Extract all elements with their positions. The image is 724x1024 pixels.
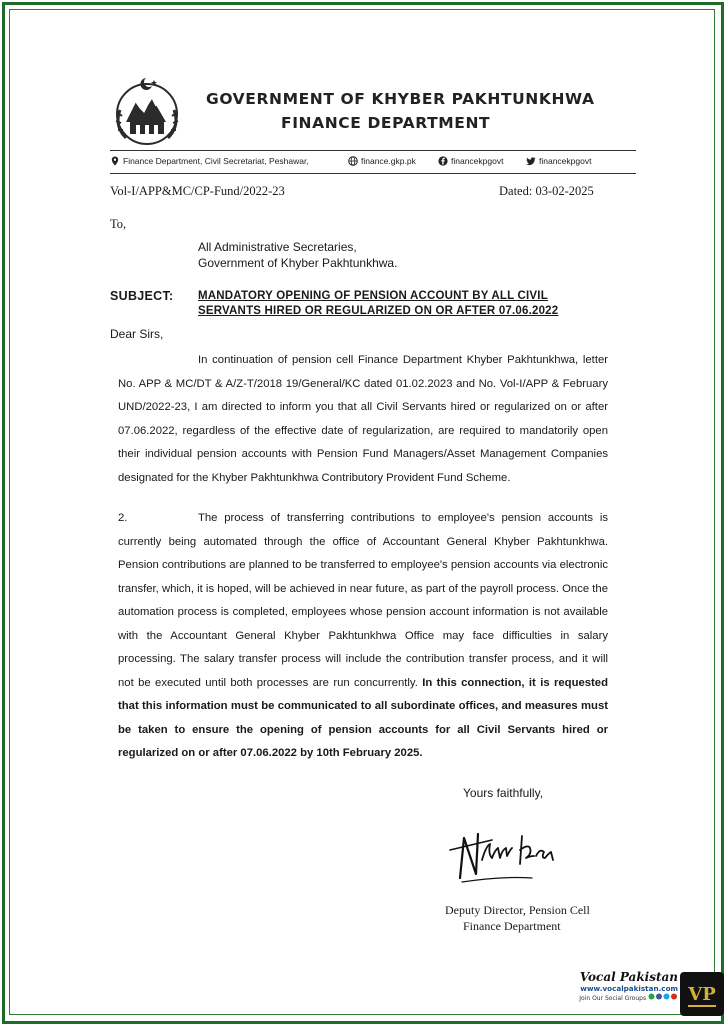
watermark-name: Vocal Pakistan	[579, 970, 678, 984]
twitter-icon	[526, 156, 536, 166]
address-item	[110, 156, 309, 166]
website-item	[348, 156, 416, 166]
department-name: FINANCE DEPARTMENT	[281, 114, 491, 132]
letter-date: Dated: 03-02-2025	[499, 184, 594, 198]
address-text: Finance Department, Civil Secretariat, Peshawar,	[123, 156, 309, 166]
website-text: finance.gkp.pk	[361, 156, 416, 166]
paragraph-2-text: The process of transferring contributions to employee's pension accounts is currently being automated through the office of Accountant General Khyber Pakhtunkhwa. Pension contributions are planned to be transferred to employee's pension accounts via electronic transfer, which, it is hoped, will be achieved in near future, as part of the payroll process. Once the automation process is completed, employees whose pension account information is not available with the Accountant General Khyber Pakhtunkhwa Office may face difficulties in salary processing. The salary transfer process will include the contribution transfer process, and it will not be executed until both processes are run concurrently.	[118, 512, 608, 689]
government-name: GOVERNMENT OF KHYBER PAKHTUNKHWA	[206, 90, 595, 108]
salutation: Dear Sirs,	[110, 327, 164, 341]
paragraph-2	[118, 507, 608, 766]
twitter-text: financekpgovt	[539, 156, 592, 166]
facebook-icon	[438, 156, 448, 166]
watermark-url: www.vocalpakistan.com	[580, 984, 678, 993]
letterhead	[106, 72, 626, 142]
watermark-join	[560, 993, 678, 1002]
facebook-item	[438, 156, 503, 166]
reference-number: Vol-I/APP&MC/CP-Fund/2022-23	[110, 184, 285, 198]
watermark	[560, 970, 724, 1024]
recipient-line-2: Government of Khyber Pakhtunkhwa.	[198, 256, 398, 270]
location-pin-icon	[110, 156, 120, 166]
subject-label: SUBJECT:	[110, 289, 174, 303]
signature-image	[442, 820, 562, 892]
social-icons	[648, 993, 678, 1000]
vocal-pakistan-logo-icon	[680, 972, 724, 1016]
globe-icon	[348, 156, 358, 166]
closing-text: Yours faithfully,	[463, 786, 544, 800]
svg-text:VP: VP	[688, 984, 716, 1005]
paragraph-2-emphasis: In this connection, it is requested that this information must be communicated to all subordinate offices, and measures must be taken to ensure the opening of pension accounts for all Civil Servants hired or regularized on or after 07.06.2022 by 10th February 2025.	[118, 676, 608, 759]
contact-bar	[110, 150, 636, 174]
paragraph-1: In continuation of pension cell Finance Department Khyber Pakhtunkhwa, letter No. APP & MC/DT & A/Z-T/2018 19/General/KC dated 01.02.2023 and No. Vol-I/APP & February UND/2022-23, I am directed to inform you that all Civil Servants hired or regularized on or after 07.06.2022, regardless of the effective date of regularization, are required to mandatorily open their individual pension accounts with Pension Fund Managers/Asset Management Companies designated for the Khyber Pakhtunkhwa Contributory Provident Fund Scheme.	[118, 354, 608, 484]
facebook-text: financekpgovt	[451, 156, 504, 166]
kp-emblem-icon	[106, 76, 188, 148]
twitter-item	[526, 156, 591, 166]
watermark-text-block	[560, 970, 678, 1002]
to-label: To,	[110, 217, 127, 231]
signatory-title: Deputy Director, Pension Cell	[445, 903, 590, 917]
signatory-department: Finance Department	[463, 919, 561, 933]
watermark-join-text: Join Our Social Groups	[579, 995, 647, 1002]
paragraph-2-number: 2.	[118, 512, 128, 524]
recipient-line-1: All Administrative Secretaries,	[198, 240, 357, 254]
letter-page	[12, 12, 716, 1012]
subject-text: MANDATORY OPENING OF PENSION ACCOUNT BY ALL CIVIL SERVANTS HIRED OR REGULARIZED ON OR AFTER 07.06.2022	[198, 290, 559, 317]
